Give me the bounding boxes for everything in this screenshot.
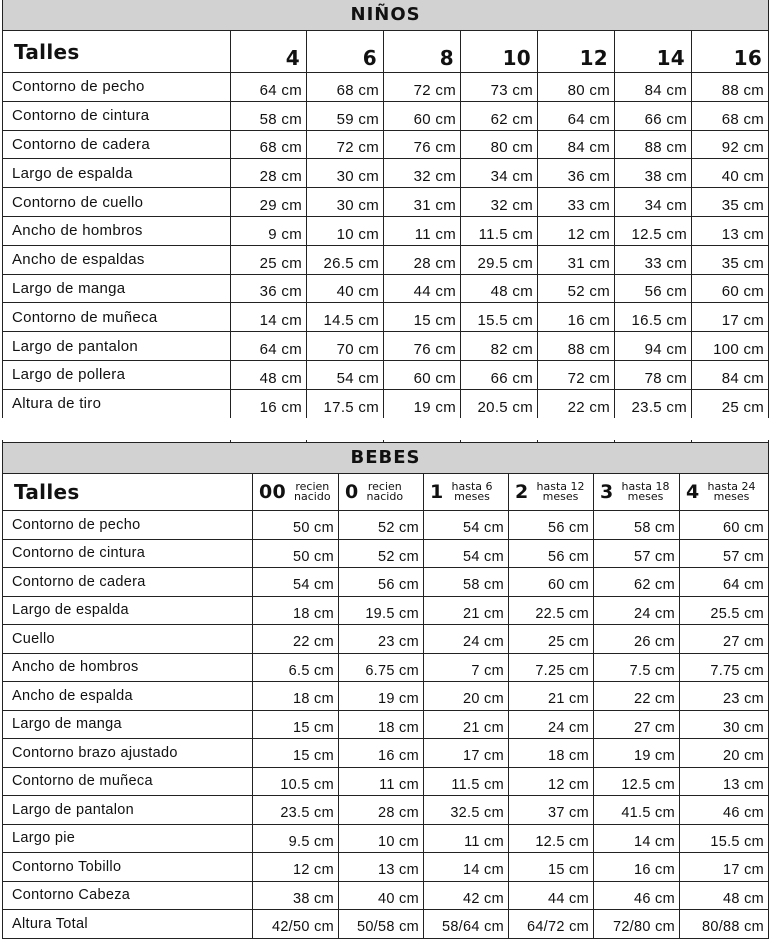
measurement-cell: 64/72 cm — [509, 910, 594, 939]
size-age-line: recien — [295, 480, 330, 493]
table-row — [3, 739, 769, 768]
measurement-cell: 10 cm — [339, 824, 424, 853]
measurement-cell: 46 cm — [594, 881, 680, 910]
measurement-cell: 33 cm — [538, 188, 615, 217]
measurement-cell: 33 cm — [615, 245, 692, 274]
measurement-cell: 72/80 cm — [594, 910, 680, 939]
row-label: Contorno de muñeca — [3, 303, 231, 332]
measurement-cell: 23.5 cm — [253, 796, 339, 825]
size-age-line: hasta 6 — [451, 480, 493, 493]
measurement-cell: 29.5 cm — [461, 245, 538, 274]
row-label: Largo de pantalon — [3, 332, 231, 361]
size-number: 1 — [430, 480, 444, 503]
measurement-cell: 52 cm — [339, 511, 424, 540]
measurement-cell: 54 cm — [307, 360, 384, 389]
measurement-cell: 15.5 cm — [680, 824, 769, 853]
measurement-cell: 80/88 cm — [680, 910, 769, 939]
row-label: Ancho de espalda — [3, 682, 253, 711]
size-number: 2 — [515, 480, 529, 503]
measurement-cell: 54 cm — [424, 539, 509, 568]
size-age-line: hasta 18 — [621, 480, 670, 493]
measurement-cell: 76 cm — [384, 130, 461, 159]
measurement-cell: 20.5 cm — [461, 389, 538, 418]
measurement-cell: 32 cm — [384, 159, 461, 188]
ninos-header-row — [3, 31, 769, 73]
measurement-cell: 58 cm — [594, 511, 680, 540]
measurement-cell: 56 cm — [509, 539, 594, 568]
table-row — [3, 625, 769, 654]
measurement-cell: 10.5 cm — [253, 767, 339, 796]
ninos-size-header: 12 — [538, 31, 615, 73]
row-label: Contorno Tobillo — [3, 853, 253, 882]
measurement-cell: 7.5 cm — [594, 653, 680, 682]
ninos-size-header: 14 — [615, 31, 692, 73]
measurement-cell: 10 cm — [307, 216, 384, 245]
ninos-size-table — [2, 0, 769, 447]
measurement-cell: 23 cm — [339, 625, 424, 654]
measurement-cell: 19.5 cm — [339, 596, 424, 625]
measurement-cell: 82 cm — [461, 332, 538, 361]
row-label: Largo de pollera — [3, 360, 231, 389]
row-label: Ancho de hombros — [3, 653, 253, 682]
size-number: 3 — [600, 480, 614, 503]
measurement-cell: 17 cm — [692, 303, 769, 332]
measurement-cell: 88 cm — [615, 130, 692, 159]
measurement-cell: 32 cm — [461, 188, 538, 217]
row-label: Largo de manga — [3, 274, 231, 303]
measurement-cell: 28 cm — [231, 159, 307, 188]
measurement-cell: 60 cm — [680, 511, 769, 540]
measurement-cell: 68 cm — [307, 73, 384, 102]
row-label: Largo de manga — [3, 710, 253, 739]
measurement-cell: 44 cm — [384, 274, 461, 303]
row-label: Largo de espalda — [3, 596, 253, 625]
measurement-cell: 48 cm — [231, 360, 307, 389]
bebes-size-header — [594, 474, 680, 511]
measurement-cell: 19 cm — [339, 682, 424, 711]
measurement-cell: 38 cm — [253, 881, 339, 910]
measurement-cell: 80 cm — [538, 73, 615, 102]
measurement-cell: 52 cm — [339, 539, 424, 568]
size-age-line: recien — [367, 480, 402, 493]
size-number: 0 — [345, 480, 359, 503]
measurement-cell: 22 cm — [538, 389, 615, 418]
table-separator — [0, 418, 770, 440]
measurement-cell: 14 cm — [424, 853, 509, 882]
measurement-cell: 25.5 cm — [680, 596, 769, 625]
table-row — [3, 568, 769, 597]
measurement-cell: 23 cm — [680, 682, 769, 711]
measurement-cell: 19 cm — [594, 739, 680, 768]
row-label: Contorno de cadera — [3, 568, 253, 597]
row-label: Contorno de pecho — [3, 511, 253, 540]
table-row — [3, 360, 769, 389]
table-row — [3, 653, 769, 682]
size-age-note — [452, 482, 493, 502]
measurement-cell: 32.5 cm — [424, 796, 509, 825]
bebes-header-row — [3, 474, 769, 511]
measurement-cell: 40 cm — [339, 881, 424, 910]
measurement-cell: 16 cm — [339, 739, 424, 768]
measurement-cell: 38 cm — [615, 159, 692, 188]
measurement-cell: 16 cm — [231, 389, 307, 418]
measurement-cell: 34 cm — [461, 159, 538, 188]
measurement-cell: 70 cm — [307, 332, 384, 361]
row-label: Contorno de cintura — [3, 539, 253, 568]
bebes-title: BEBES — [3, 443, 769, 474]
measurement-cell: 72 cm — [538, 360, 615, 389]
measurement-cell: 59 cm — [307, 101, 384, 130]
measurement-cell: 35 cm — [692, 245, 769, 274]
row-label: Ancho de hombros — [3, 216, 231, 245]
row-label: Altura Total — [3, 910, 253, 939]
measurement-cell: 6.5 cm — [253, 653, 339, 682]
size-age-note — [537, 482, 585, 502]
measurement-cell: 29 cm — [231, 188, 307, 217]
measurement-cell: 22 cm — [594, 682, 680, 711]
size-age-line: nacido — [294, 490, 331, 503]
measurement-cell: 48 cm — [461, 274, 538, 303]
measurement-cell: 15.5 cm — [461, 303, 538, 332]
measurement-cell: 37 cm — [509, 796, 594, 825]
ninos-size-header: 16 — [692, 31, 769, 73]
measurement-cell: 64 cm — [231, 73, 307, 102]
table-row — [3, 853, 769, 882]
measurement-cell: 20 cm — [680, 739, 769, 768]
measurement-cell: 21 cm — [424, 710, 509, 739]
measurement-cell: 16.5 cm — [615, 303, 692, 332]
measurement-cell: 27 cm — [680, 625, 769, 654]
measurement-cell: 46 cm — [680, 796, 769, 825]
measurement-cell: 16 cm — [594, 853, 680, 882]
table-row — [3, 596, 769, 625]
measurement-cell: 40 cm — [692, 159, 769, 188]
table-row — [3, 101, 769, 130]
table-row — [3, 881, 769, 910]
measurement-cell: 14.5 cm — [307, 303, 384, 332]
measurement-cell: 64 cm — [680, 568, 769, 597]
measurement-cell: 100 cm — [692, 332, 769, 361]
table-row — [3, 332, 769, 361]
measurement-cell: 64 cm — [231, 332, 307, 361]
measurement-cell: 13 cm — [339, 853, 424, 882]
measurement-cell: 16 cm — [538, 303, 615, 332]
measurement-cell: 24 cm — [424, 625, 509, 654]
bebes-size-table — [2, 442, 769, 939]
measurement-cell: 18 cm — [253, 682, 339, 711]
measurement-cell: 12.5 cm — [509, 824, 594, 853]
measurement-cell: 11 cm — [384, 216, 461, 245]
measurement-cell: 78 cm — [615, 360, 692, 389]
measurement-cell: 73 cm — [461, 73, 538, 102]
measurement-cell: 84 cm — [538, 130, 615, 159]
measurement-cell: 23.5 cm — [615, 389, 692, 418]
measurement-cell: 48 cm — [680, 881, 769, 910]
measurement-cell: 22.5 cm — [509, 596, 594, 625]
measurement-cell: 60 cm — [692, 274, 769, 303]
bebes-size-header — [424, 474, 509, 511]
measurement-cell: 18 cm — [253, 596, 339, 625]
measurement-cell: 19 cm — [384, 389, 461, 418]
measurement-cell: 42/50 cm — [253, 910, 339, 939]
bebes-size-header — [509, 474, 594, 511]
ninos-header-label: Talles — [3, 31, 231, 73]
measurement-cell: 62 cm — [594, 568, 680, 597]
row-label: Contorno de cadera — [3, 130, 231, 159]
measurement-cell: 11 cm — [424, 824, 509, 853]
table-row — [3, 539, 769, 568]
measurement-cell: 24 cm — [594, 596, 680, 625]
measurement-cell: 13 cm — [680, 767, 769, 796]
measurement-cell: 41.5 cm — [594, 796, 680, 825]
measurement-cell: 30 cm — [680, 710, 769, 739]
measurement-cell: 94 cm — [615, 332, 692, 361]
measurement-cell: 80 cm — [461, 130, 538, 159]
measurement-cell: 11.5 cm — [461, 216, 538, 245]
table-row — [3, 274, 769, 303]
measurement-cell: 58 cm — [424, 568, 509, 597]
measurement-cell: 88 cm — [538, 332, 615, 361]
measurement-cell: 30 cm — [307, 159, 384, 188]
measurement-cell: 12 cm — [538, 216, 615, 245]
measurement-cell: 50/58 cm — [339, 910, 424, 939]
measurement-cell: 9.5 cm — [253, 824, 339, 853]
row-label: Contorno de pecho — [3, 73, 231, 102]
measurement-cell: 54 cm — [253, 568, 339, 597]
measurement-cell: 18 cm — [339, 710, 424, 739]
size-age-line: meses — [542, 490, 579, 503]
bebes-size-header — [339, 474, 424, 511]
size-age-note — [367, 482, 404, 502]
table-row — [3, 682, 769, 711]
measurement-cell: 11 cm — [339, 767, 424, 796]
measurement-cell: 22 cm — [253, 625, 339, 654]
measurement-cell: 60 cm — [509, 568, 594, 597]
row-label: Largo de pantalon — [3, 796, 253, 825]
row-label: Contorno de cuello — [3, 188, 231, 217]
bebes-size-header — [253, 474, 339, 511]
table-row — [3, 824, 769, 853]
measurement-cell: 30 cm — [307, 188, 384, 217]
measurement-cell: 60 cm — [384, 101, 461, 130]
measurement-cell: 21 cm — [424, 596, 509, 625]
measurement-cell: 15 cm — [509, 853, 594, 882]
measurement-cell: 26 cm — [594, 625, 680, 654]
row-label: Contorno de cintura — [3, 101, 231, 130]
size-number: 4 — [686, 480, 700, 503]
measurement-cell: 88 cm — [692, 73, 769, 102]
measurement-cell: 36 cm — [231, 274, 307, 303]
measurement-cell: 52 cm — [538, 274, 615, 303]
row-label: Largo de espalda — [3, 159, 231, 188]
row-label: Contorno brazo ajustado — [3, 739, 253, 768]
ninos-title-row — [3, 0, 769, 31]
measurement-cell: 25 cm — [509, 625, 594, 654]
measurement-cell: 62 cm — [461, 101, 538, 130]
measurement-cell: 57 cm — [680, 539, 769, 568]
measurement-cell: 50 cm — [253, 511, 339, 540]
size-age-line: hasta 12 — [536, 480, 585, 493]
table-row — [3, 511, 769, 540]
measurement-cell: 72 cm — [384, 73, 461, 102]
measurement-cell: 35 cm — [692, 188, 769, 217]
measurement-cell: 68 cm — [692, 101, 769, 130]
measurement-cell: 26.5 cm — [307, 245, 384, 274]
measurement-cell: 17 cm — [424, 739, 509, 768]
measurement-cell: 72 cm — [307, 130, 384, 159]
size-age-line: hasta 24 — [707, 480, 756, 493]
measurement-cell: 64 cm — [538, 101, 615, 130]
measurement-cell: 20 cm — [424, 682, 509, 711]
size-age-note — [294, 482, 331, 502]
measurement-cell: 11.5 cm — [424, 767, 509, 796]
measurement-cell: 76 cm — [384, 332, 461, 361]
row-label: Largo pie — [3, 824, 253, 853]
bebes-size-header — [680, 474, 769, 511]
measurement-cell: 54 cm — [424, 511, 509, 540]
measurement-cell: 60 cm — [384, 360, 461, 389]
measurement-cell: 31 cm — [538, 245, 615, 274]
row-label: Contorno de muñeca — [3, 767, 253, 796]
measurement-cell: 24 cm — [509, 710, 594, 739]
measurement-cell: 13 cm — [692, 216, 769, 245]
table-row — [3, 767, 769, 796]
ninos-title: NIÑOS — [3, 0, 769, 31]
measurement-cell: 18 cm — [509, 739, 594, 768]
ninos-size-header: 6 — [307, 31, 384, 73]
table-row — [3, 796, 769, 825]
bebes-header-label: Talles — [3, 474, 253, 511]
row-label: Ancho de espaldas — [3, 245, 231, 274]
table-row — [3, 245, 769, 274]
measurement-cell: 7.25 cm — [509, 653, 594, 682]
measurement-cell: 17.5 cm — [307, 389, 384, 418]
measurement-cell: 34 cm — [615, 188, 692, 217]
size-age-line: meses — [454, 490, 490, 503]
size-age-line: meses — [713, 490, 750, 503]
measurement-cell: 31 cm — [384, 188, 461, 217]
measurement-cell: 56 cm — [339, 568, 424, 597]
measurement-cell: 27 cm — [594, 710, 680, 739]
measurement-cell: 84 cm — [692, 360, 769, 389]
measurement-cell: 56 cm — [615, 274, 692, 303]
measurement-cell: 15 cm — [384, 303, 461, 332]
measurement-cell: 17 cm — [680, 853, 769, 882]
row-label: Cuello — [3, 625, 253, 654]
measurement-cell: 36 cm — [538, 159, 615, 188]
measurement-cell: 58 cm — [231, 101, 307, 130]
measurement-cell: 12.5 cm — [594, 767, 680, 796]
measurement-cell: 12.5 cm — [615, 216, 692, 245]
table-row — [3, 188, 769, 217]
measurement-cell: 44 cm — [509, 881, 594, 910]
table-row — [3, 910, 769, 939]
measurement-cell: 28 cm — [339, 796, 424, 825]
size-age-note — [708, 482, 756, 502]
measurement-cell: 66 cm — [615, 101, 692, 130]
measurement-cell: 92 cm — [692, 130, 769, 159]
measurement-cell: 66 cm — [461, 360, 538, 389]
size-age-line: meses — [627, 490, 664, 503]
table-row — [3, 710, 769, 739]
table-row — [3, 303, 769, 332]
measurement-cell: 14 cm — [231, 303, 307, 332]
size-age-note — [622, 482, 670, 502]
table-row — [3, 389, 769, 418]
table-row — [3, 216, 769, 245]
measurement-cell: 84 cm — [615, 73, 692, 102]
ninos-size-header: 4 — [231, 31, 307, 73]
measurement-cell: 14 cm — [594, 824, 680, 853]
measurement-cell: 58/64 cm — [424, 910, 509, 939]
measurement-cell: 28 cm — [384, 245, 461, 274]
measurement-cell: 21 cm — [509, 682, 594, 711]
bebes-title-row — [3, 443, 769, 474]
measurement-cell: 9 cm — [231, 216, 307, 245]
measurement-cell: 42 cm — [424, 881, 509, 910]
ninos-size-header: 8 — [384, 31, 461, 73]
row-label: Altura de tiro — [3, 389, 231, 418]
measurement-cell: 25 cm — [692, 389, 769, 418]
measurement-cell: 68 cm — [231, 130, 307, 159]
table-row — [3, 159, 769, 188]
measurement-cell: 6.75 cm — [339, 653, 424, 682]
measurement-cell: 57 cm — [594, 539, 680, 568]
measurement-cell: 12 cm — [509, 767, 594, 796]
measurement-cell: 7.75 cm — [680, 653, 769, 682]
measurement-cell: 7 cm — [424, 653, 509, 682]
measurement-cell: 15 cm — [253, 739, 339, 768]
measurement-cell: 25 cm — [231, 245, 307, 274]
measurement-cell: 56 cm — [509, 511, 594, 540]
ninos-size-header: 10 — [461, 31, 538, 73]
measurement-cell: 12 cm — [253, 853, 339, 882]
table-row — [3, 73, 769, 102]
size-number: 00 — [259, 480, 287, 503]
table-row — [3, 130, 769, 159]
size-age-line: nacido — [366, 490, 404, 503]
measurement-cell: 15 cm — [253, 710, 339, 739]
row-label: Contorno Cabeza — [3, 881, 253, 910]
measurement-cell: 40 cm — [307, 274, 384, 303]
measurement-cell: 50 cm — [253, 539, 339, 568]
